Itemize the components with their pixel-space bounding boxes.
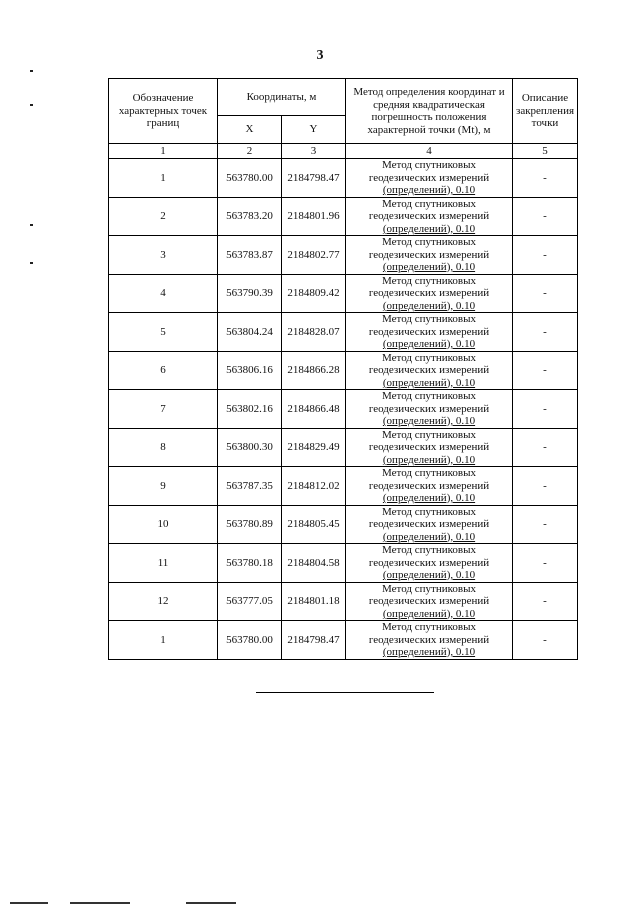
scan-edge [186,902,236,904]
method-line: Метод спутниковых [382,621,476,633]
method-line: Метод спутниковых [382,197,476,210]
cell-y: 2184829.49 [282,428,346,467]
table-row [109,274,578,313]
cell-method [346,505,513,544]
cell-method [346,236,513,275]
column-number: 4 [346,144,513,159]
method-line: (определений), 0.10 [382,222,476,235]
cell-fixing: - [513,274,578,313]
cell-point: 1 [109,621,218,660]
method-line: Метод спутниковых [382,428,476,441]
table-row [109,467,578,506]
cell-point: 8 [109,428,218,467]
cell-y: 2184828.07 [282,313,346,352]
method-line: геодезических измерений [368,441,490,453]
cell-fixing: - [513,236,578,275]
cell-x: 563802.16 [218,390,282,429]
column-number: 2 [218,144,282,159]
scan-edge [10,902,48,904]
table-row [109,159,578,198]
method-line: Метод спутниковых [382,159,476,171]
method-line: (определений), 0.10 [382,184,476,196]
table-row [109,582,578,621]
method-line: (определений), 0.10 [382,646,476,658]
cell-method [346,159,513,198]
method-line: геодезических измерений [368,364,490,376]
table-row [109,505,578,544]
method-line: геодезических измерений [368,479,490,492]
cell-x: 563780.18 [218,544,282,583]
table-row [109,428,578,467]
table-row [109,390,578,429]
method-line: геодезических измерений [368,210,490,222]
cell-method [346,621,513,660]
column-number: 5 [513,144,578,159]
cell-x: 563780.00 [218,159,282,198]
cell-method [346,351,513,390]
cell-y: 2184804.58 [282,544,346,583]
header-fixing-description: Описание закрепления точки [513,79,578,144]
cell-method [346,313,513,352]
method-line: геодезических измерений [368,633,490,646]
scan-edge [70,902,130,904]
cell-x: 563777.05 [218,582,282,621]
header-coordinates: Координаты, м [218,79,346,116]
cell-y: 2184812.02 [282,467,346,506]
method-line: Метод спутниковых [382,351,476,364]
cell-y: 2184801.96 [282,197,346,236]
cell-fixing: - [513,582,578,621]
method-line: Метод спутниковых [382,544,476,556]
method-line: геодезических измерений [368,171,490,184]
cell-point: 4 [109,274,218,313]
cell-y: 2184809.42 [282,274,346,313]
cell-fixing: - [513,351,578,390]
table-row [109,197,578,236]
cell-x: 563804.24 [218,313,282,352]
cell-y: 2184866.28 [282,351,346,390]
cell-x: 563783.20 [218,197,282,236]
cell-fixing: - [513,390,578,429]
cell-y: 2184866.48 [282,390,346,429]
cell-x: 563780.00 [218,621,282,660]
cell-fixing: - [513,197,578,236]
cell-method [346,197,513,236]
cell-point: 10 [109,505,218,544]
method-line: геодезических измерений [368,402,490,415]
cell-x: 563806.16 [218,351,282,390]
margin-mark [30,224,33,226]
method-line: геодезических измерений [368,248,490,261]
cell-y: 2184798.47 [282,621,346,660]
cell-point: 1 [109,159,218,198]
margin-mark [30,70,33,72]
method-line: Метод спутниковых [382,390,476,402]
cell-method [346,390,513,429]
cell-fixing: - [513,544,578,583]
method-line: Метод спутниковых [382,313,476,325]
cell-method [346,467,513,506]
method-line: геодезических измерений [368,287,490,299]
cell-point: 5 [109,313,218,352]
cell-method [346,274,513,313]
cell-point: 12 [109,582,218,621]
method-line: геодезических измерений [368,518,490,530]
table-row [109,544,578,583]
cell-fixing: - [513,621,578,660]
cell-point: 2 [109,197,218,236]
header-point-designation: Обозначение характерных точек границ [109,79,218,144]
method-line: (определений), 0.10 [382,338,476,350]
cell-method [346,428,513,467]
table-row [109,313,578,352]
cell-fixing: - [513,159,578,198]
header-row [109,79,578,116]
cell-y: 2184801.18 [282,582,346,621]
cell-x: 563783.87 [218,236,282,275]
method-line: (определений), 0.10 [382,492,476,504]
method-line: Метод спутниковых [382,236,476,248]
method-line: Метод спутниковых [382,505,476,518]
cell-x: 563787.35 [218,467,282,506]
cell-x: 563780.89 [218,505,282,544]
method-line: (определений), 0.10 [382,415,476,427]
method-line: (определений), 0.10 [382,299,476,312]
method-line: геодезических измерений [368,556,490,569]
method-line: (определений), 0.10 [382,453,476,466]
header-method: Метод определения координат и средняя квадратическая погрешность положения характерной точки (Mt), м [346,79,513,144]
method-line: Метод спутниковых [382,467,476,479]
cell-point: 11 [109,544,218,583]
method-line: геодезических измерений [368,595,490,607]
cell-fixing: - [513,313,578,352]
method-line: (определений), 0.10 [382,569,476,581]
header-y: Y [282,116,346,144]
margin-mark [30,104,33,106]
cell-fixing: - [513,505,578,544]
cell-method [346,582,513,621]
cell-method [346,544,513,583]
cell-x: 563800.30 [218,428,282,467]
cell-fixing: - [513,467,578,506]
method-line: (определений), 0.10 [382,376,476,389]
method-line: (определений), 0.10 [382,607,476,620]
method-line: Метод спутниковых [382,274,476,287]
column-number: 3 [282,144,346,159]
cell-point: 9 [109,467,218,506]
boundary-points-table [108,78,578,660]
column-number: 1 [109,144,218,159]
method-line: Метод спутниковых [382,582,476,595]
cell-fixing: - [513,428,578,467]
cell-y: 2184798.47 [282,159,346,198]
table-row [109,351,578,390]
cell-point: 3 [109,236,218,275]
cell-point: 6 [109,351,218,390]
method-line: (определений), 0.10 [382,261,476,273]
cell-y: 2184802.77 [282,236,346,275]
header-x: X [218,116,282,144]
cell-point: 7 [109,390,218,429]
method-line: геодезических измерений [368,325,490,338]
page-number: 3 [316,48,324,63]
table-row [109,236,578,275]
cell-x: 563790.39 [218,274,282,313]
margin-mark [30,262,33,264]
method-line: (определений), 0.10 [382,530,476,543]
cell-y: 2184805.45 [282,505,346,544]
table-row [109,621,578,660]
column-number-row [109,144,578,159]
footer-rule [256,692,434,693]
